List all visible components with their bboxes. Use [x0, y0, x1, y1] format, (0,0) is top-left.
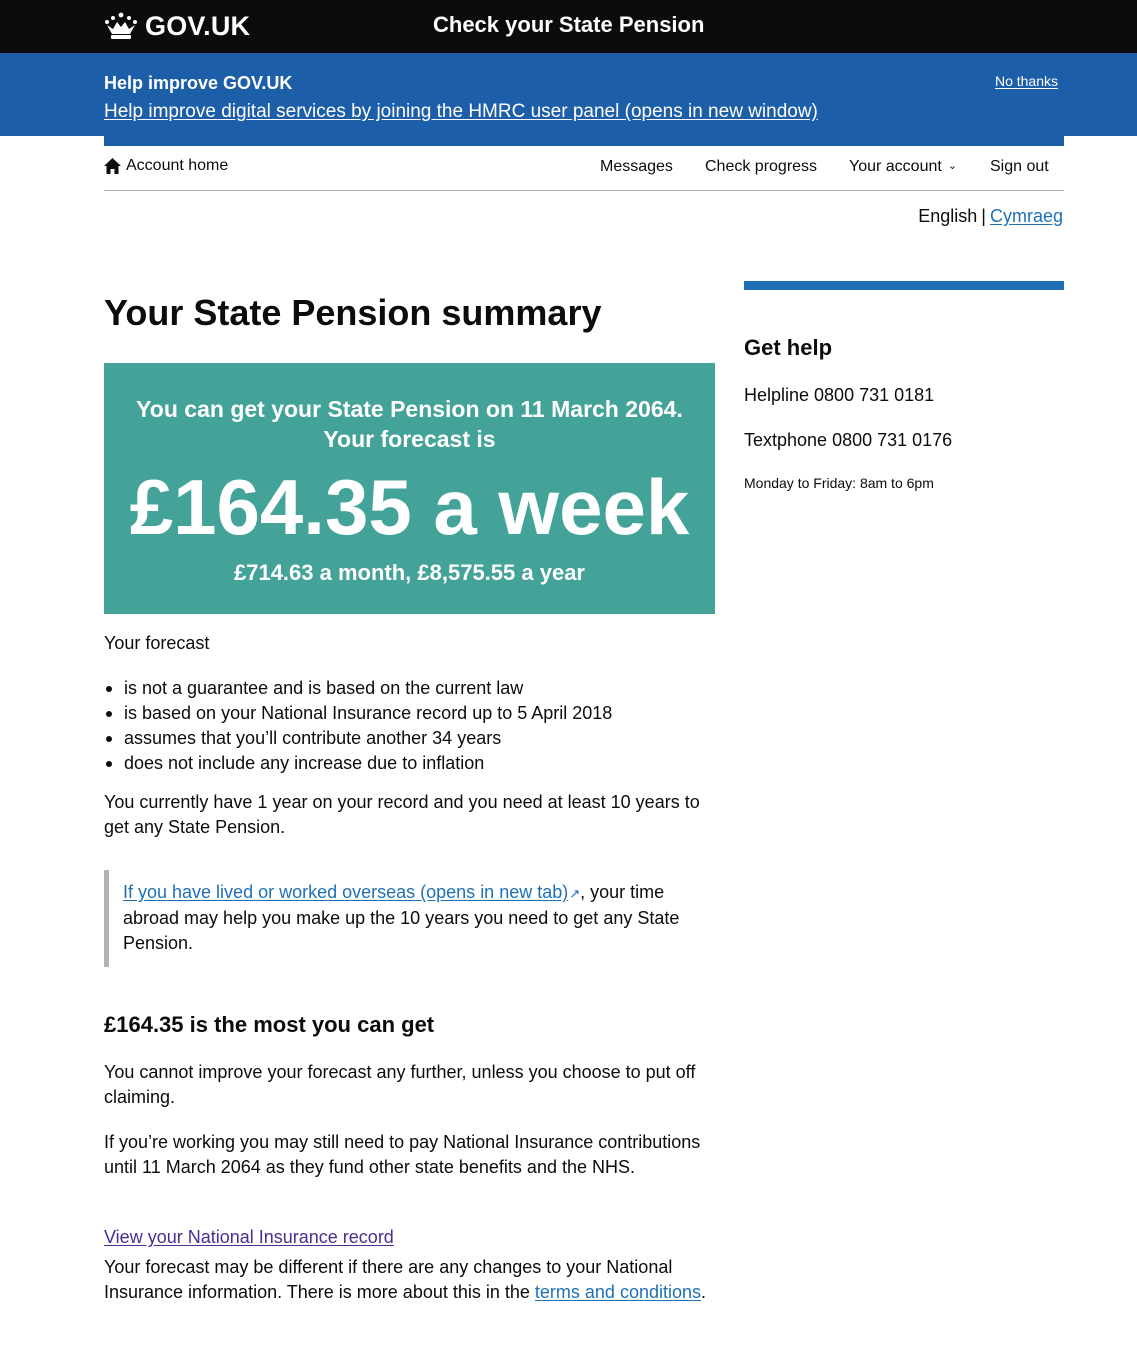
overseas-link[interactable]: If you have lived or worked overseas (opens in new tab): [123, 882, 569, 902]
list-item: is based on your National Insurance record up to 5 April 2018: [104, 701, 715, 726]
panel-intro: [104, 394, 715, 454]
list-item: does not include any increase due to inflation: [104, 751, 715, 776]
language-toggle: [918, 206, 1063, 227]
chevron-down-icon: ⌄: [947, 160, 958, 172]
govuk-header: [0, 0, 1137, 53]
improve-text: You cannot improve your forecast any further, unless you choose to put off claiming.: [104, 1062, 696, 1107]
get-help-heading: Get help: [744, 335, 833, 360]
forecast-intro: Your forecast: [104, 633, 210, 653]
language-current: English: [918, 206, 978, 226]
list-item: is not a guarantee and is based on the current law: [104, 676, 715, 701]
change-text: Your forecast may be different if there are any changes to your National Insurance information. There is more about this in the: [104, 1257, 673, 1302]
panel-intro-line2: Your forecast is: [323, 426, 496, 452]
govuk-logo-link[interactable]: [104, 10, 250, 42]
overseas-text: , your time abroad may help you make up the 10 years you need to get any State Pension.: [123, 882, 680, 953]
list-item: assumes that you’ll contribute another 34 years: [104, 726, 715, 751]
language-cymraeg-link[interactable]: Cymraeg: [989, 206, 1063, 226]
account-nav: [104, 146, 1064, 191]
panel-intro-line1: You can get your State Pension on 11 March 2064.: [136, 396, 683, 422]
language-separator: |: [981, 206, 986, 226]
forecast-panel: [104, 363, 715, 614]
change-text-end: .: [701, 1282, 707, 1302]
banner-title: Help improve GOV.UK: [104, 73, 293, 93]
page-title: Your State Pension summary: [104, 292, 602, 333]
textphone-text: Textphone 0800 731 0176: [744, 430, 953, 450]
feedback-banner: [0, 53, 1137, 136]
check-progress-link[interactable]: Check progress: [705, 158, 818, 175]
helpline-text: Helpline 0800 731 0181: [744, 385, 935, 405]
banner-strip: [104, 136, 1064, 146]
sidebar-accent-bar: [744, 281, 1064, 290]
logo-text: GOV.UK: [145, 10, 251, 41]
forecast-change-text: [104, 1255, 715, 1305]
no-thanks-link[interactable]: No thanks: [994, 73, 1058, 89]
account-home-label: Account home: [126, 157, 229, 174]
monthly-yearly-amount: £714.63 a month, £8,575.55 a year: [233, 560, 585, 585]
ni-contributions-text: If you’re working you may still need to pay National Insurance contributions until 11 March 2064 as they fund other state benefits and the NHS.: [104, 1132, 701, 1177]
messages-link[interactable]: Messages: [600, 158, 673, 175]
crown-icon: [104, 12, 138, 40]
your-account-menu[interactable]: [849, 158, 957, 176]
opening-hours: Monday to Friday: 8am to 6pm: [744, 475, 934, 491]
terms-link[interactable]: terms and conditions: [534, 1282, 701, 1302]
account-home-link[interactable]: [104, 157, 228, 175]
service-name-link[interactable]: Check your State Pension: [433, 12, 705, 37]
overseas-inset: [104, 870, 715, 967]
external-link-icon: ↗: [569, 886, 581, 901]
user-panel-link[interactable]: Help improve digital services by joining the HMRC user panel (opens in new window): [104, 101, 818, 122]
ni-record-link[interactable]: View your National Insurance record: [104, 1227, 394, 1247]
weekly-amount: £164.35 a week: [129, 463, 690, 551]
record-text: You currently have 1 year on your record and you need at least 10 years to get any State Pension.: [104, 792, 700, 837]
home-icon: [104, 158, 121, 174]
sign-out-link[interactable]: Sign out: [990, 158, 1049, 175]
max-amount-heading: £164.35 is the most you can get: [104, 1012, 435, 1037]
forecast-bullets: [104, 676, 715, 776]
your-account-label: Your account: [849, 158, 942, 175]
